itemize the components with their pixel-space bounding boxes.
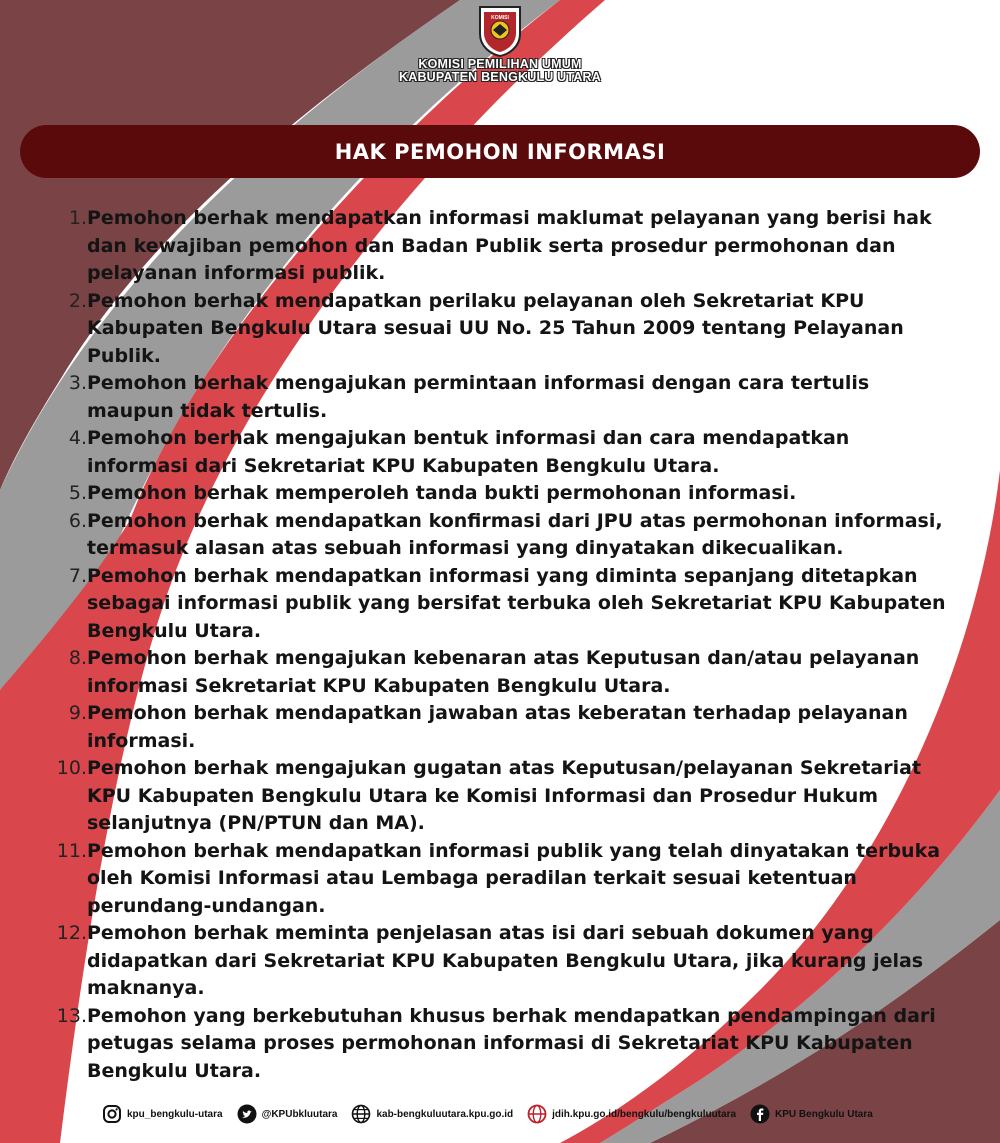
twitter-handle: @KPUbkluutara <box>261 1108 338 1120</box>
title-banner <box>20 125 980 178</box>
item-text: Pemohon berhak mendapatkan informasi yang diminta sepanjang ditetapkan sebagai informasi publik yang bersifat terbuka oleh Sekretariat KPU Kabupaten Bengkulu Utara. <box>87 564 946 642</box>
website-link[interactable] <box>351 1104 513 1124</box>
item-text: Pemohon berhak mendapatkan jawaban atas keberatan terhadap pelayanan informasi. <box>87 702 908 752</box>
org-name-line1: KOMISI PEMILIHAN UMUM <box>418 57 582 71</box>
list-item <box>40 838 960 921</box>
facebook-page: KPU Bengkulu Utara <box>775 1108 873 1120</box>
item-text: Pemohon berhak mengajukan gugatan atas Keputusan/pelayanan Sekretariat KPU Kabupaten Bengkulu Utara ke Komisi Informasi dan Prosedur Hukum selanjutnya (PN/PTUN dan MA). <box>87 757 922 834</box>
instagram-handle: kpu_bengkulu-utara <box>127 1108 223 1120</box>
item-text: Pemohon berhak mendapatkan perilaku pelayanan oleh Sekretariat KPU Kabupaten Bengkulu Utara sesuai UU No. 25 Tahun 2009 tentang Pelayanan Publik. <box>87 289 904 367</box>
footer-social-links <box>102 1101 873 1127</box>
kpu-logo-icon <box>476 4 524 58</box>
item-number: 8. <box>68 647 87 669</box>
facebook-icon <box>750 1104 770 1124</box>
list-item <box>40 425 960 480</box>
list-item <box>40 370 960 425</box>
item-text: Pemohon berhak mendapatkan konfirmasi dari JPU atas permohonan informasi, termasuk alasan atas sebuah informasi yang dinyatakan dikecualikan. <box>87 509 943 559</box>
org-name-line2: KABUPATEN BENGKULU UTARA <box>398 70 601 84</box>
list-item <box>40 700 960 755</box>
item-number: 9. <box>68 702 87 724</box>
jdih-globe-icon <box>527 1104 547 1124</box>
list-item <box>40 508 960 563</box>
logo-text: KOMISI <box>491 15 509 21</box>
list-item <box>40 563 960 646</box>
item-number: 11. <box>56 839 87 862</box>
item-text: Pemohon berhak mengajukan permintaan informasi dengan cara tertulis maupun tidak tertulis. <box>87 372 870 422</box>
item-number: 4. <box>68 427 87 449</box>
banner-title: HAK PEMOHON INFORMASI <box>334 139 666 164</box>
item-number: 1. <box>68 207 87 229</box>
globe-icon <box>351 1104 371 1124</box>
item-text: Pemohon berhak memperoleh tanda bukti permohonan informasi. <box>87 482 797 504</box>
item-text: Pemohon berhak mendapatkan informasi publik yang telah dinyatakan terbuka oleh Komisi Informasi atau Lembaga peradilan terkait sesuai ketentuan perundang-undangan. <box>87 839 941 917</box>
instagram-icon <box>102 1104 122 1124</box>
website-url: kab-bengkuluutara.kpu.go.id <box>376 1108 514 1120</box>
list-item <box>40 205 960 288</box>
jdih-link[interactable] <box>527 1104 736 1124</box>
list-item <box>40 288 960 371</box>
item-number: 6. <box>68 509 87 532</box>
twitter-icon <box>237 1104 257 1124</box>
list-item <box>40 480 960 508</box>
item-text: Pemohon berhak meminta penjelasan atas isi dari sebuah dokumen yang didapatkan dari Sekretariat KPU Kabupaten Bengkulu Utara, jika kurang jelas maknanya. <box>87 922 924 999</box>
instagram-link[interactable] <box>102 1104 223 1124</box>
item-text: Pemohon berhak mengajukan kebenaran atas Keputusan dan/atau pelayanan informasi Sekretariat KPU Kabupaten Bengkulu Utara. <box>87 647 920 697</box>
item-number: 7. <box>68 564 87 587</box>
item-text: Pemohon yang berkebutuhan khusus berhak mendapatkan pendampingan dari petugas selama proses permohonan informasi di Sekretariat KPU Kabupaten Bengkulu Utara. <box>87 1004 936 1082</box>
item-text: Pemohon berhak mendapatkan informasi maklumat pelayanan yang berisi hak dan kewajiban pemohon dan Badan Publik serta prosedur permohonan dan pelayanan informasi publik. <box>87 207 932 284</box>
jdih-url: jdih.kpu.go.id/bengkulu/bengkuluutara <box>552 1108 737 1120</box>
list-item <box>40 755 960 838</box>
item-number: 2. <box>68 289 87 312</box>
twitter-link[interactable] <box>237 1104 338 1124</box>
header <box>0 4 1000 84</box>
item-number: 13. <box>56 1004 87 1027</box>
item-number: 10. <box>56 757 87 779</box>
item-number: 12. <box>56 922 87 944</box>
item-number: 5. <box>68 482 87 504</box>
rights-list <box>40 205 960 1085</box>
list-item <box>40 1003 960 1086</box>
item-number: 3. <box>68 372 87 394</box>
facebook-link[interactable] <box>750 1104 873 1124</box>
list-item <box>40 645 960 700</box>
item-text: Pemohon berhak mengajukan bentuk informasi dan cara mendapatkan informasi dari Sekretariat KPU Kabupaten Bengkulu Utara. <box>87 427 850 477</box>
list-item <box>40 920 960 1003</box>
